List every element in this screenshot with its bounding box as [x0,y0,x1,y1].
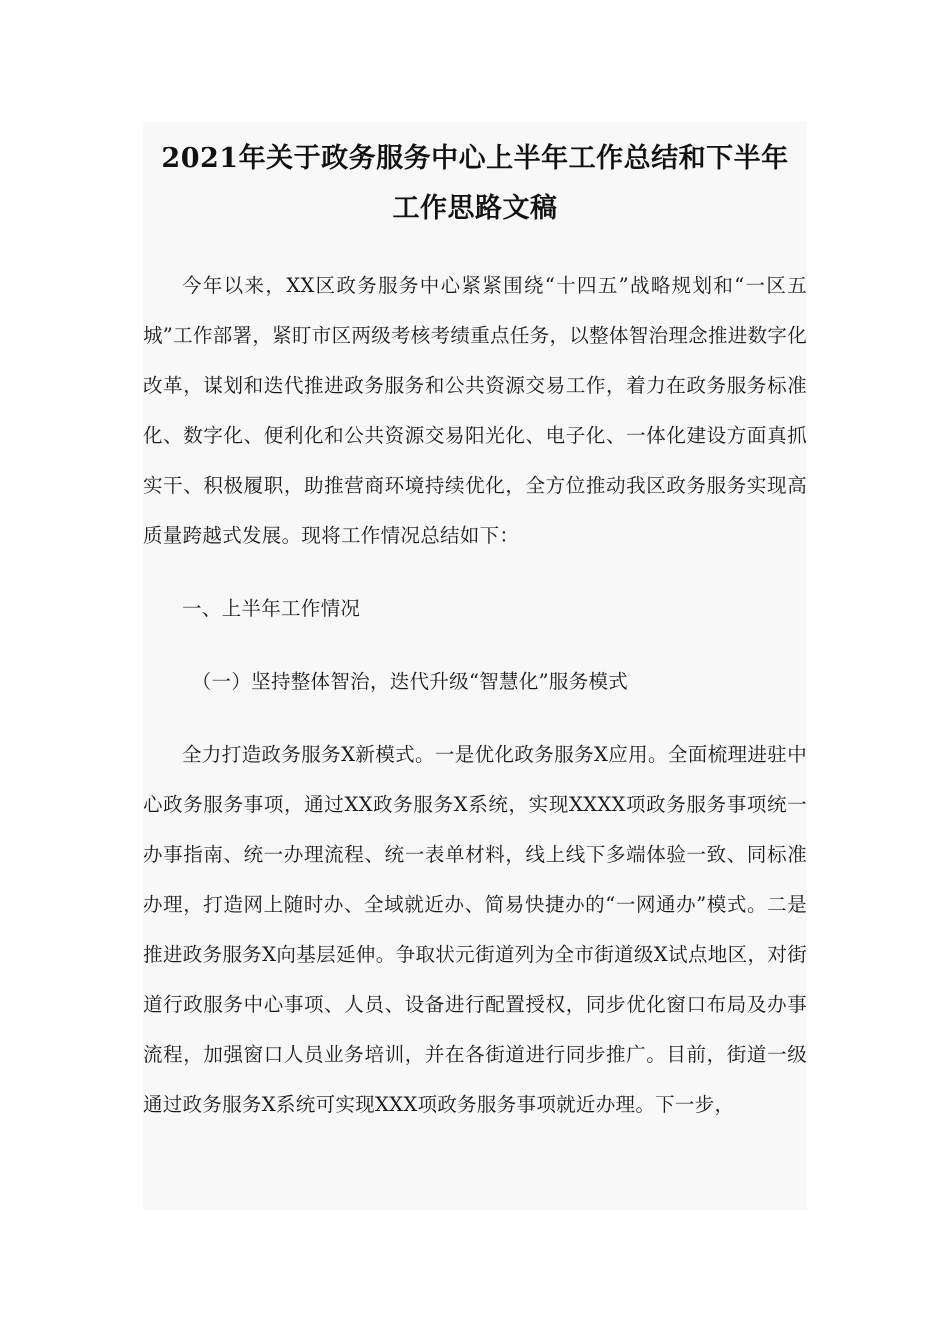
intro-paragraph: 今年以来，XX区政务服务中心紧紧围绕“十四五”战略规划和“一区五城”工作部署，紧盯市区两级考核考绩重点任务，以整体智治理念推进数字化改革，谋划和迭代推进政务服务和公共资源交易工作，着力在政务服务标准化、数字化、便利化和公共资源交易阳光化、电子化、一体化建设方面真抓实干、积极履职，助推营商环境持续优化，全方位推动我区政务服务实现高质量跨越式发展。现将工作情况总结如下： [143,274,807,547]
title-line-2: 工作思路文稿 [392,193,558,224]
section-heading: 一、上半年工作情况 [182,597,361,620]
document-title [143,122,807,234]
title-line-1: 2021年关于政务服务中心上半年工作总结和下半年 [161,143,789,174]
body-paragraph: 全力打造政务服务X新模式。一是优化政务服务X应用。全面梳理进驻中心政务服务事项，通过XX政务服务X系统，实现XXXX项政务服务事项统一办事指南、统一办理流程、统一表单材料，线上线下多端体验一致、同标准办理，打造网上随时办、全域就近办、简易快捷办的“一网通办”模式。二是推进政务服务X向基层延伸。争取状元街道列为全市街道级X试点地区，对街道行政服务中心事项、人员、设备进行配置授权，同步优化窗口布局及办事流程，加强窗口人员业务培训，并在各街道进行同步推广。目前，街道一级通过政务服务X系统可实现XXX项政务服务事项就近办理。下一步， [143,743,807,1116]
subsection-heading: （一）坚持整体智治，迭代升级“智慧化”服务模式 [191,670,629,693]
document-page [143,122,807,1210]
